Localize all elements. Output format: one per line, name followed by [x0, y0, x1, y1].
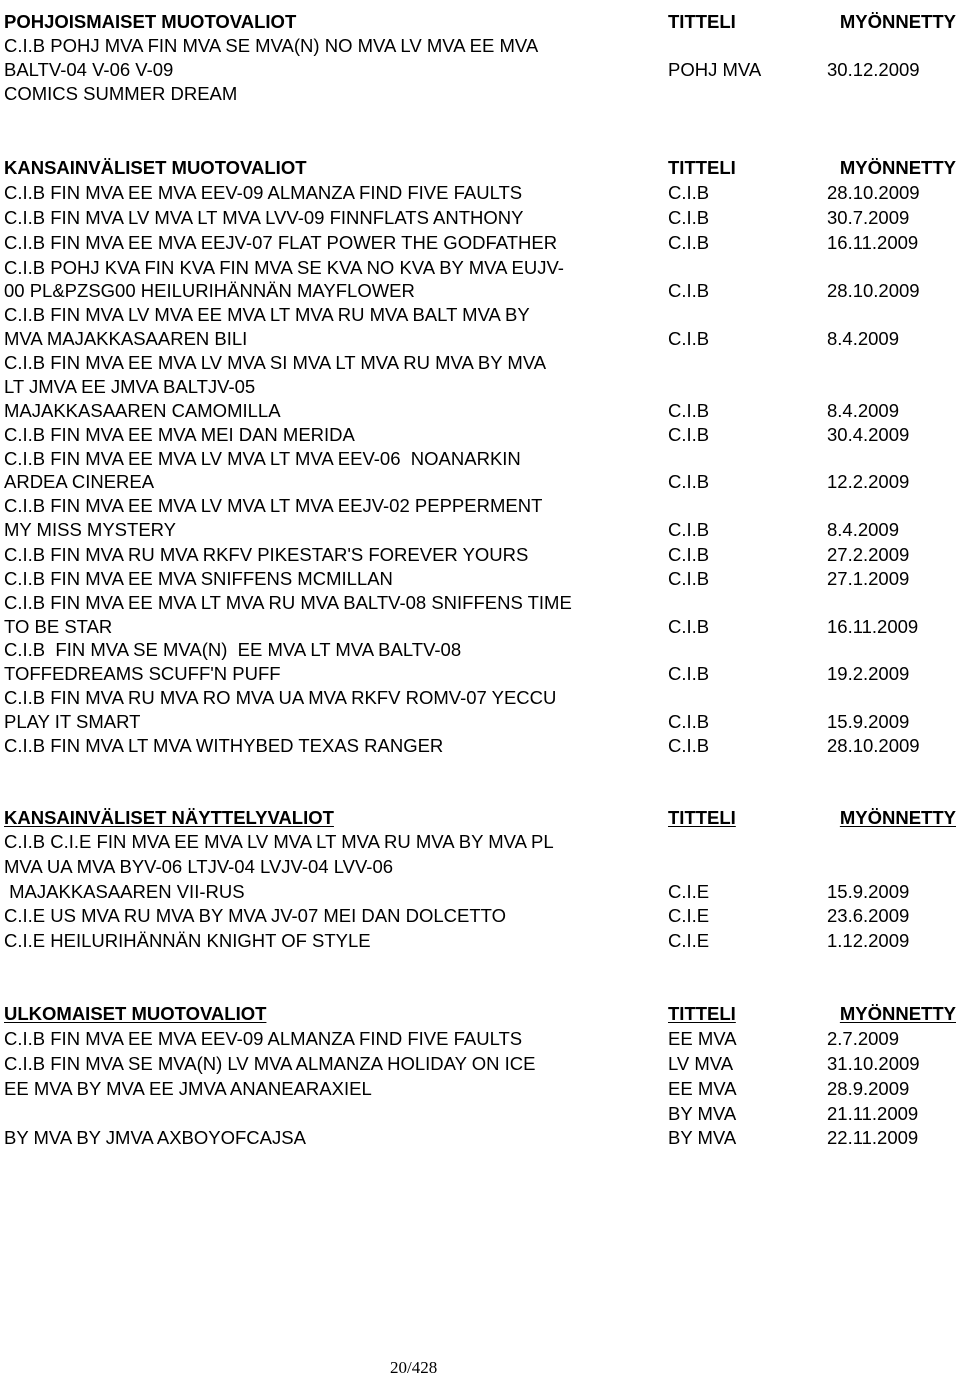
entry-line	[4, 1052, 956, 1076]
entry-line	[4, 734, 956, 758]
entry-title: C.I.B	[668, 711, 710, 732]
entry-text: BY MVA BY JMVA AXBOYOFCAJSA	[4, 1127, 306, 1148]
entry-text: C.I.B FIN MVA EE MVA LV MVA SI MVA LT MVA RU MVA BY MVA	[4, 352, 547, 373]
entry-title: POHJ MVA	[668, 59, 762, 80]
entry-title: C.I.B	[668, 519, 710, 540]
entry-title: C.I.B	[668, 207, 710, 228]
entry-text: C.I.B C.I.E FIN MVA EE MVA LV MVA LT MVA RU MVA BY MVA PL	[4, 831, 554, 852]
entry-text: 00 PL&PZSG00 HEILURIHÄNNÄN MAYFLOWER	[4, 280, 415, 301]
entry-line	[4, 1102, 956, 1126]
entry-line	[4, 181, 956, 205]
column-header-title: TITTELI	[668, 807, 736, 828]
entry-text: C.I.B FIN MVA LT MVA WITHYBED TEXAS RANGER	[4, 735, 444, 756]
entry-line	[4, 662, 956, 686]
entry-date: 28.9.2009	[827, 1078, 910, 1099]
entry-date: 16.11.2009	[827, 232, 919, 253]
entry-text: C.I.B POHJ KVA FIN KVA FIN MVA SE KVA NO KVA BY MVA EUJV-	[4, 257, 564, 278]
entry-title: C.I.B	[668, 424, 710, 445]
entry-text: C.I.B FIN MVA EE MVA LV MVA LT MVA EEJV-02 PEPPERMENT	[4, 495, 543, 516]
entry-text: MVA UA MVA BYV-06 LTJV-04 LVJV-04 LVV-06	[4, 856, 394, 877]
entry-title: C.I.B	[668, 182, 710, 203]
entry-title: C.I.E	[668, 905, 710, 926]
entry-title: C.I.E	[668, 881, 710, 902]
entry-line	[4, 880, 956, 904]
entry-title: C.I.B	[668, 328, 710, 349]
entry-line	[4, 256, 956, 280]
entry-date: 28.10.2009	[827, 182, 920, 203]
entry-date: 21.11.2009	[827, 1103, 919, 1124]
entry-line	[4, 591, 956, 615]
entry-line	[4, 904, 956, 928]
section-heading	[4, 10, 956, 34]
entry-date: 19.2.2009	[827, 663, 910, 684]
entry-line	[4, 82, 956, 106]
entry-date: 8.4.2009	[827, 519, 900, 540]
column-header-date: MYÖNNETTY	[839, 157, 956, 178]
entry-line	[4, 1126, 956, 1150]
entry-title: EE MVA	[668, 1078, 737, 1099]
entry-text: EE MVA BY MVA EE JMVA ANANEARAXIEL	[4, 1078, 372, 1099]
entry-line	[4, 1077, 956, 1101]
entry-text: C.I.B FIN MVA LV MVA EE MVA LT MVA RU MVA BALT MVA BY	[4, 304, 530, 325]
entry-line	[4, 518, 956, 542]
section-title: KANSAINVÄLISET MUOTOVALIOT	[4, 157, 307, 178]
entry-line	[4, 375, 956, 399]
entry-text: C.I.B FIN MVA EE MVA LT MVA RU MVA BALTV-08 SNIFFENS TIME	[4, 592, 572, 613]
entry-line	[4, 423, 956, 447]
entry-text: C.I.B FIN MVA EE MVA EEV-09 ALMANZA FIND FIVE FAULTS	[4, 182, 523, 203]
entry-text: MVA MAJAKKASAAREN BILI	[4, 328, 248, 349]
entry-line	[4, 855, 956, 879]
column-header-date: MYÖNNETTY	[839, 11, 956, 32]
entry-line	[4, 206, 956, 230]
entry-text: TO BE STAR	[4, 616, 113, 637]
section-title: KANSAINVÄLISET NÄYTTELYVALIOT	[4, 807, 334, 828]
entry-line	[4, 447, 956, 471]
entry-line	[4, 543, 956, 567]
entry-text: MAJAKKASAAREN CAMOMILLA	[4, 400, 281, 421]
page-number: 20/428	[390, 1358, 438, 1377]
entry-line	[4, 34, 956, 58]
column-header-date: MYÖNNETTY	[839, 1003, 956, 1024]
entry-text: C.I.B FIN MVA RU MVA RKFV PIKESTAR'S FOREVER YOURS	[4, 544, 529, 565]
entry-date: 12.2.2009	[827, 471, 910, 492]
column-header-title: TITTELI	[668, 11, 736, 32]
entry-title: C.I.B	[668, 280, 710, 301]
entry-text: LT JMVA EE JMVA BALTJV-05	[4, 376, 256, 397]
entry-text: TOFFEDREAMS SCUFF'N PUFF	[4, 663, 281, 684]
entry-text: C.I.B FIN MVA LV MVA LT MVA LVV-09 FINNFLATS ANTHONY	[4, 207, 524, 228]
entry-line	[4, 279, 956, 303]
entry-date: 2.7.2009	[827, 1028, 900, 1049]
entry-text: COMICS SUMMER DREAM	[4, 83, 238, 104]
entry-title: C.I.B	[668, 663, 710, 684]
entry-text: C.I.B FIN MVA SE MVA(N) LV MVA ALMANZA HOLIDAY ON ICE	[4, 1053, 536, 1074]
entry-text: C.I.B POHJ MVA FIN MVA SE MVA(N) NO MVA LV MVA EE MVA	[4, 35, 539, 56]
entry-title: EE MVA	[668, 1028, 737, 1049]
entry-title: C.I.B	[668, 544, 710, 565]
entry-line	[4, 929, 956, 953]
entry-date: 16.11.2009	[827, 616, 919, 637]
entry-date: 23.6.2009	[827, 905, 910, 926]
entry-date: 27.1.2009	[827, 568, 910, 589]
entry-date: 28.10.2009	[827, 280, 920, 301]
column-header-date: MYÖNNETTY	[839, 807, 956, 828]
entry-date: 30.12.2009	[827, 59, 920, 80]
entry-title: C.I.B	[668, 232, 710, 253]
entry-line	[4, 686, 956, 710]
entry-line	[4, 615, 956, 639]
section-heading	[4, 156, 956, 180]
entry-text: C.I.B FIN MVA SE MVA(N) EE MVA LT MVA BALTV-08	[4, 639, 462, 660]
entry-text: C.I.B FIN MVA EE MVA EEJV-07 FLAT POWER THE GODFATHER	[4, 232, 558, 253]
entry-text: C.I.B FIN MVA RU MVA RO MVA UA MVA RKFV ROMV-07 YECCU	[4, 687, 557, 708]
entry-text: C.I.E HEILURIHÄNNÄN KNIGHT OF STYLE	[4, 930, 371, 951]
entry-title: BY MVA	[668, 1127, 737, 1148]
entry-line	[4, 494, 956, 518]
column-header-title: TITTELI	[668, 157, 736, 178]
entry-title: C.I.B	[668, 735, 710, 756]
entry-line	[4, 399, 956, 423]
entry-date: 31.10.2009	[827, 1053, 920, 1074]
entry-text: BALTV-04 V-06 V-09	[4, 59, 174, 80]
entry-line	[4, 638, 956, 662]
entry-text: C.I.B FIN MVA EE MVA EEV-09 ALMANZA FIND FIVE FAULTS	[4, 1028, 523, 1049]
section-title: POHJOISMAISET MUOTOVALIOT	[4, 11, 297, 32]
entry-date: 27.2.2009	[827, 544, 910, 565]
entry-text: C.I.E US MVA RU MVA BY MVA JV-07 MEI DAN DOLCETTO	[4, 905, 507, 926]
entry-text: C.I.B FIN MVA EE MVA MEI DAN MERIDA	[4, 424, 355, 445]
entry-date: 22.11.2009	[827, 1127, 919, 1148]
entry-date: 15.9.2009	[827, 711, 910, 732]
entry-line	[4, 567, 956, 591]
entry-title: C.I.E	[668, 930, 710, 951]
entry-line	[4, 1027, 956, 1051]
entry-line	[4, 327, 956, 351]
section-title: ULKOMAISET MUOTOVALIOT	[4, 1003, 267, 1024]
entry-line	[4, 231, 956, 255]
entry-date: 1.12.2009	[827, 930, 910, 951]
entry-text: C.I.B FIN MVA EE MVA SNIFFENS MCMILLAN	[4, 568, 393, 589]
entry-text: MY MISS MYSTERY	[4, 519, 177, 540]
entry-date: 15.9.2009	[827, 881, 910, 902]
entry-line	[4, 830, 956, 854]
entry-date: 28.10.2009	[827, 735, 920, 756]
section-heading	[4, 1002, 956, 1026]
entry-date: 8.4.2009	[827, 400, 900, 421]
entry-line	[4, 303, 956, 327]
entry-title: BY MVA	[668, 1103, 737, 1124]
entry-date: 8.4.2009	[827, 328, 900, 349]
entry-line	[4, 710, 956, 734]
entry-title: C.I.B	[668, 568, 710, 589]
entry-text: PLAY IT SMART	[4, 711, 141, 732]
entry-line	[4, 470, 956, 494]
column-header-title: TITTELI	[668, 1003, 736, 1024]
entry-title: C.I.B	[668, 616, 710, 637]
entry-line	[4, 58, 956, 82]
entry-text: ARDEA CINEREA	[4, 471, 155, 492]
entry-date: 30.7.2009	[827, 207, 910, 228]
entry-title: LV MVA	[668, 1053, 734, 1074]
entry-date: 30.4.2009	[827, 424, 910, 445]
entry-line	[4, 351, 956, 375]
entry-text: MAJAKKASAAREN VII-RUS	[4, 881, 245, 902]
entry-title: C.I.B	[668, 471, 710, 492]
entry-text: C.I.B FIN MVA EE MVA LV MVA LT MVA EEV-06 NOANARKIN	[4, 448, 521, 469]
section-heading	[4, 806, 956, 830]
entry-title: C.I.B	[668, 400, 710, 421]
